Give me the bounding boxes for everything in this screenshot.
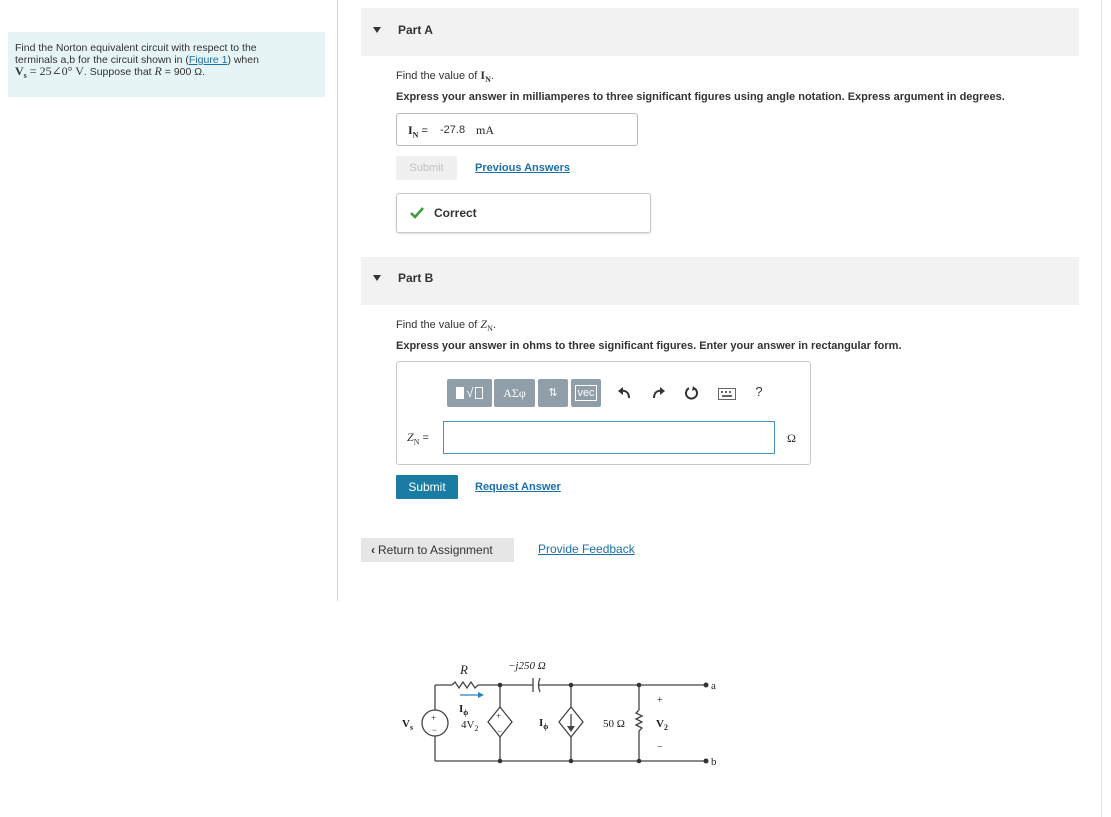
capacitor-label: −j250 Ω: [508, 660, 546, 672]
correct-feedback-box: [396, 193, 651, 233]
templates-button[interactable]: [447, 379, 492, 407]
vec-button[interactable]: [571, 379, 601, 407]
undo-icon[interactable]: [616, 386, 632, 400]
v2-sub: 2: [663, 723, 668, 732]
vs-symbol: V: [15, 64, 24, 78]
help-button[interactable]: ?: [755, 384, 763, 399]
dep-voltage-plus: +: [496, 711, 502, 721]
zn-subscript: N: [487, 324, 493, 334]
part-a-question-text: Find the value of: [396, 70, 481, 82]
part-b-answer-area: [396, 361, 811, 465]
return-label: Return to Assignment: [378, 543, 493, 557]
part-a-header[interactable]: [361, 8, 1079, 56]
vs-sub-circuit: s: [409, 723, 414, 732]
r-label: R: [460, 662, 468, 677]
part-b-question-text: Find the value of: [396, 319, 481, 331]
keyboard-icon[interactable]: [718, 388, 736, 400]
vs-subscript: s: [23, 71, 27, 81]
collapse-caret-icon[interactable]: [373, 275, 381, 281]
zn-input-equals: =: [419, 432, 429, 444]
part-b-question-period: .: [492, 319, 496, 331]
problem-line-2-text: terminals a,b for the circuit shown in (: [15, 53, 189, 66]
iphi-sub: ϕ: [463, 708, 469, 717]
iphi-symbol: I: [459, 703, 464, 715]
zn-answer-input[interactable]: [443, 421, 775, 454]
r-value: = 900 Ω.: [161, 66, 206, 78]
scrollbar-track[interactable]: [1101, 0, 1102, 817]
res-50-label: 50 Ω: [603, 718, 625, 730]
provide-feedback-link[interactable]: Provide Feedback: [538, 542, 635, 556]
dep-current-sub: ϕ: [543, 722, 549, 731]
chevron-left-icon: ‹: [371, 543, 375, 557]
reset-icon[interactable]: [684, 385, 700, 401]
zn-symbol: Z: [480, 317, 488, 331]
in-symbol: I: [480, 68, 486, 82]
greek-symbols-button[interactable]: ΑΣφ: [494, 379, 535, 407]
problem-line-1: Find the Norton equivalent circuit with respect to the: [15, 42, 257, 54]
checkmark-icon: [410, 207, 424, 219]
arrows-button[interactable]: ⇅: [538, 379, 568, 407]
vs-plus: +: [431, 713, 437, 723]
suppose-text: . Suppose that: [83, 66, 155, 78]
vs-minus: −: [432, 725, 438, 735]
circuit-figure: [390, 650, 730, 775]
dep-current-symbol: I: [539, 717, 544, 729]
part-b-title: Part B: [398, 271, 434, 285]
part-b-header[interactable]: [361, 257, 1079, 305]
correct-text: Correct: [434, 206, 477, 220]
v2-symbol: V: [656, 718, 664, 730]
column-divider: [337, 0, 338, 601]
part-a-title: Part A: [398, 23, 433, 37]
v2-label: [656, 718, 668, 732]
r-symbol: R: [154, 64, 162, 78]
terminal-b-label: b: [711, 756, 717, 768]
answer-label: [408, 123, 428, 139]
problem-statement: [8, 32, 325, 97]
part-a-answer-box: [396, 113, 638, 146]
ohm-unit: Ω: [787, 431, 796, 445]
part-a-instruction: Express your answer in milliamperes to three significant figures using angle notation. Express argument in degrees.: [396, 91, 1005, 103]
request-answer-link[interactable]: Request Answer: [475, 481, 561, 493]
problem-line-3: [15, 66, 319, 82]
redo-icon[interactable]: [651, 386, 667, 400]
vs-label: [402, 718, 413, 732]
vec-label: vec: [577, 387, 595, 399]
template-box-icon: [475, 387, 483, 399]
answer-value: -27.8: [440, 124, 466, 136]
terminal-a-label: a: [711, 680, 716, 692]
zn-input-sub: N: [413, 437, 420, 447]
dep-current-label: [539, 717, 548, 731]
zn-input-label: [407, 430, 429, 446]
answer-label-symbol: I: [408, 123, 413, 137]
dep-voltage-label: [461, 719, 478, 733]
part-a-question-period: .: [490, 70, 494, 82]
sqrt-icon: √: [466, 385, 474, 401]
part-b-question: [396, 317, 496, 333]
answer-unit: mA: [476, 123, 494, 137]
return-to-assignment-button[interactable]: [361, 538, 514, 562]
dep-voltage-sub: 2: [474, 724, 479, 733]
collapse-caret-icon[interactable]: [373, 27, 381, 33]
in-subscript: N: [485, 75, 491, 85]
dep-voltage-text: 4V: [461, 719, 475, 731]
figure-link[interactable]: Figure 1: [188, 53, 228, 66]
part-b-instruction: Express your answer in ohms to three significant figures. Enter your answer in rectangular form.: [396, 340, 902, 352]
resistor-r: [452, 682, 478, 688]
part-b-submit-button[interactable]: Submit: [396, 475, 458, 499]
dep-voltage-minus: −: [497, 726, 503, 736]
part-a-question: [396, 68, 494, 84]
answer-label-sub: N: [412, 130, 419, 140]
iphi-label: [459, 703, 468, 717]
answer-equals: =: [418, 125, 428, 137]
template-block-icon: [456, 387, 464, 399]
v2-plus: +: [657, 695, 663, 706]
problem-line-2-tail: ) when: [227, 53, 259, 66]
part-a-submit-button: Submit: [396, 156, 457, 180]
vs-value: = 25∠0° V: [26, 64, 84, 78]
zn-input-symbol: Z: [407, 430, 414, 444]
vs-symbol-circuit: V: [402, 718, 410, 730]
previous-answers-link[interactable]: Previous Answers: [475, 162, 570, 174]
v2-minus: −: [657, 742, 663, 753]
